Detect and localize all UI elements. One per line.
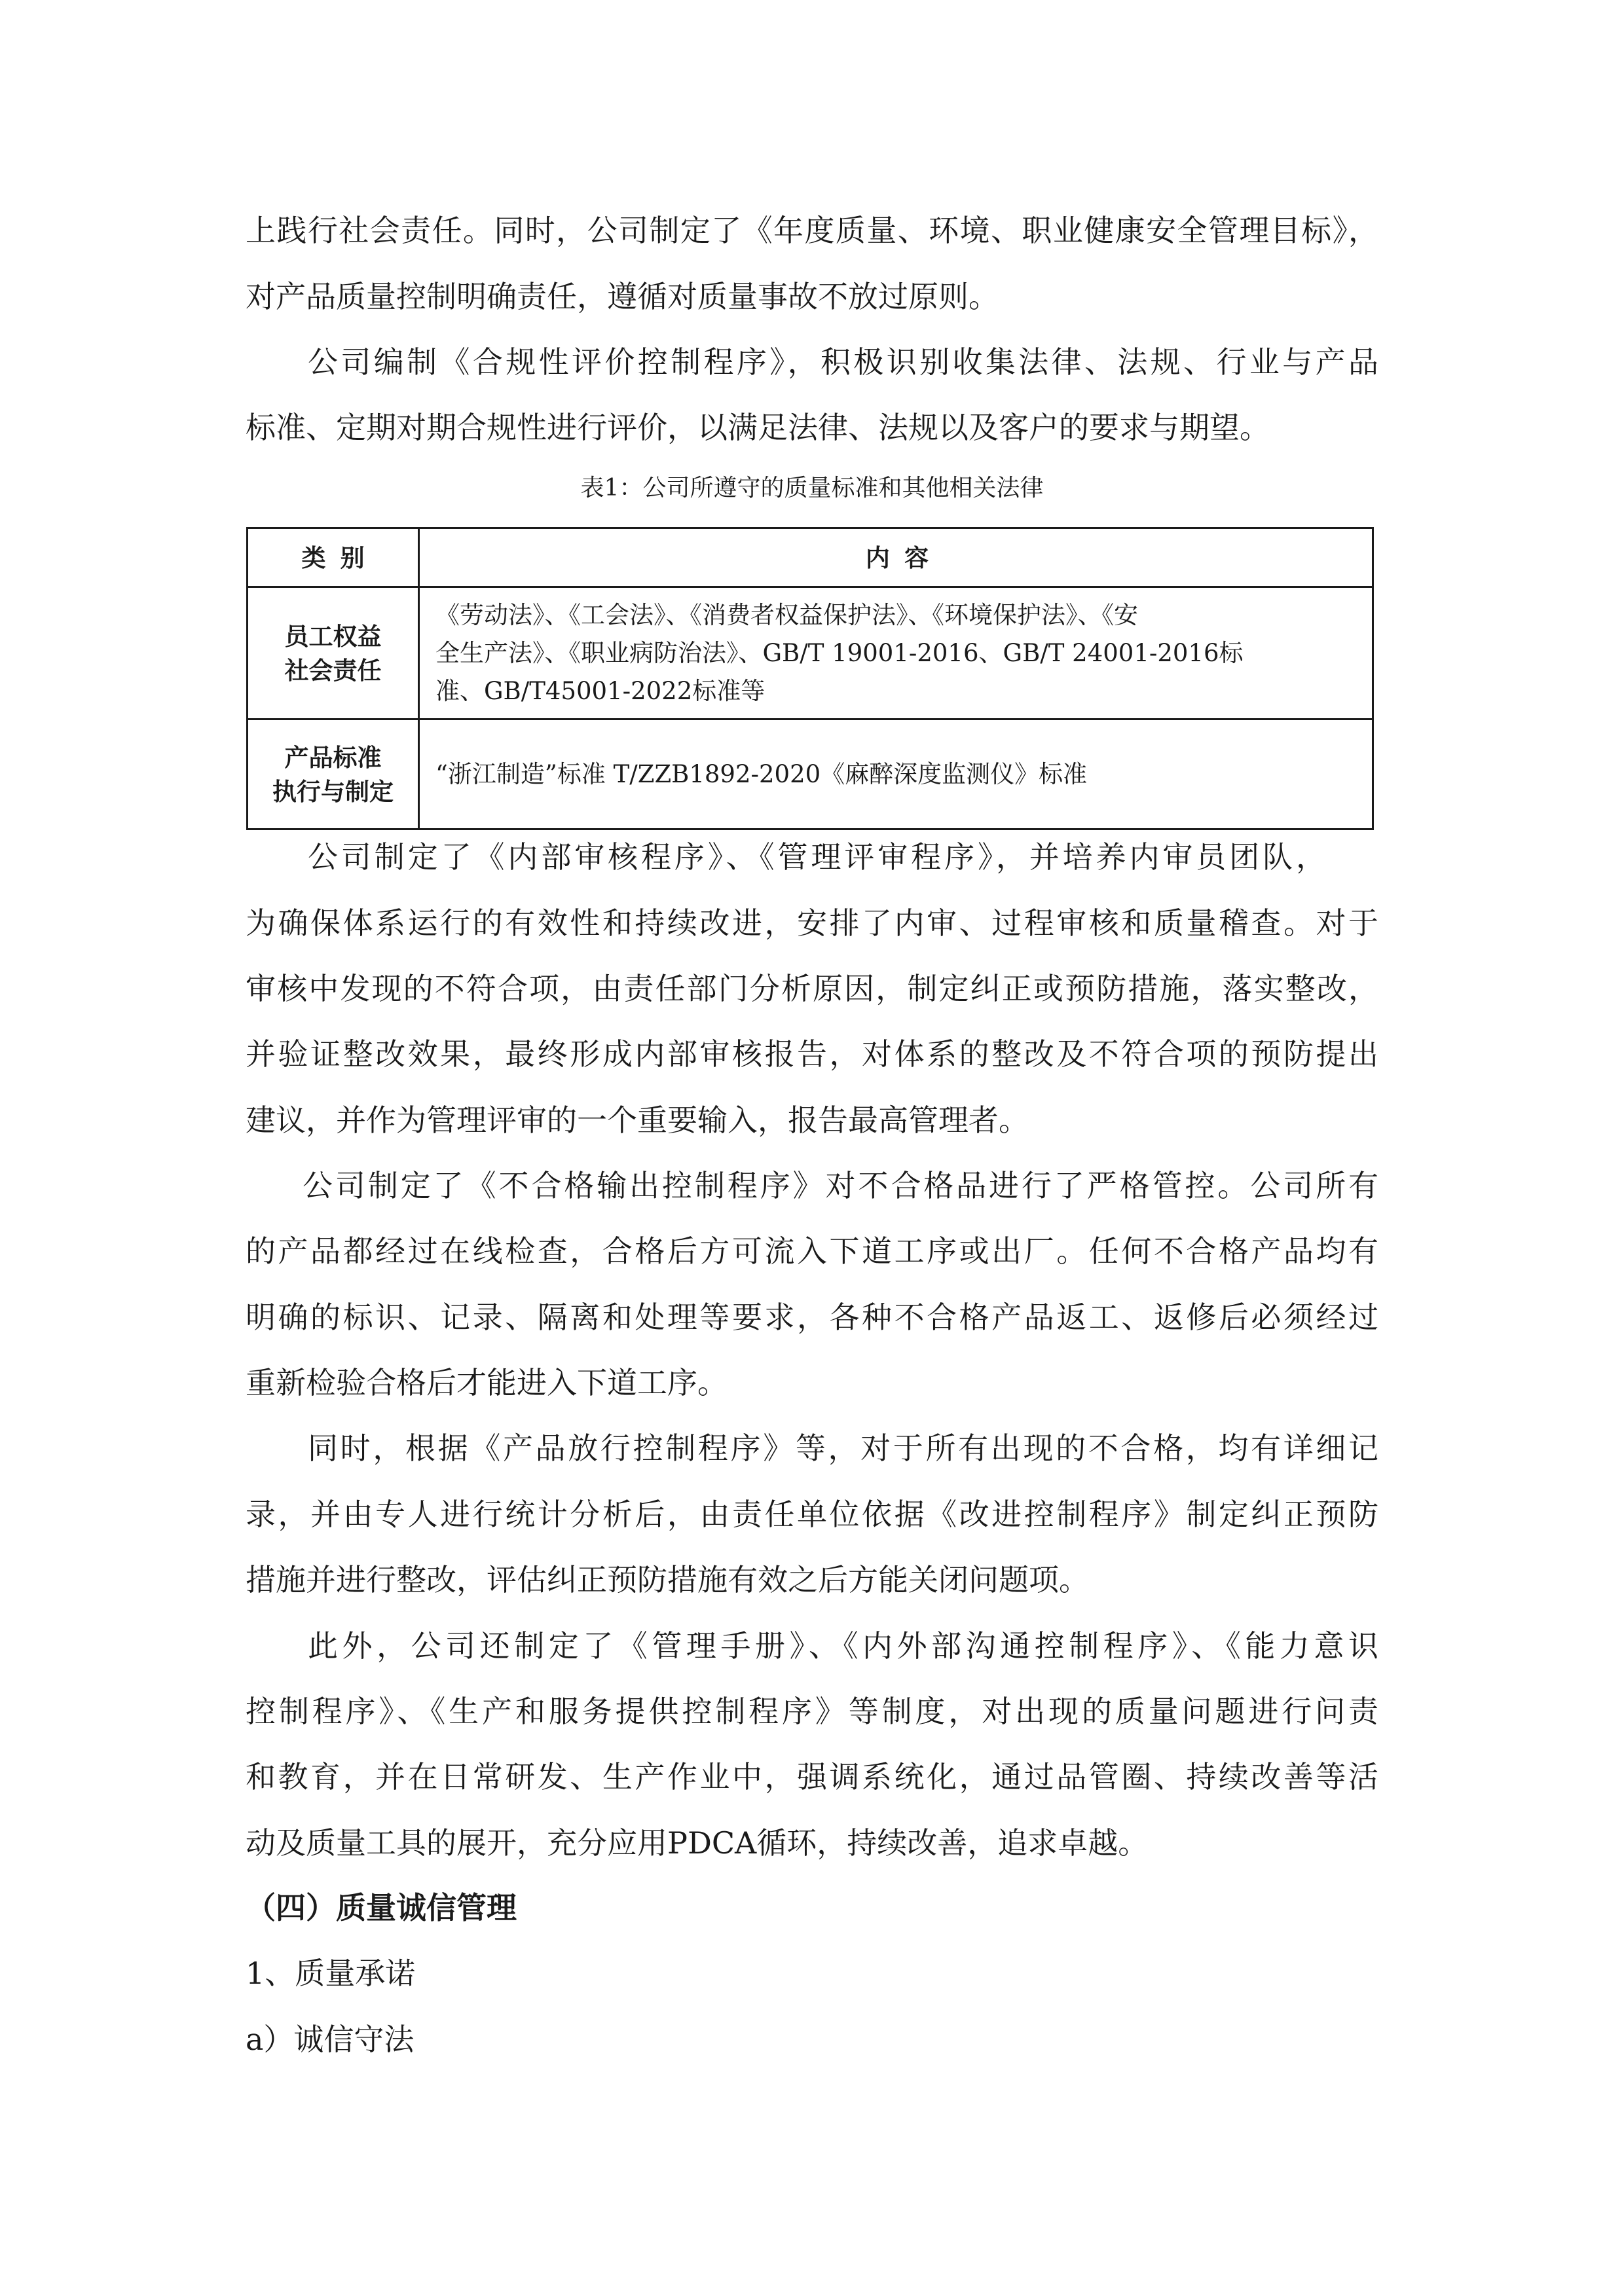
table-row [248, 720, 1373, 829]
table-header-row [248, 528, 1373, 587]
header-content-label: 内容 [865, 543, 944, 572]
paragraph-6-line-1: 此外，公司还制定了《管理手册》、《内外部沟通控制程序》、《能力意识 [308, 1628, 1378, 1664]
row-2-content-line-1: “浙江制造”标准 T/ZZB1892-2020《麻醉深度监测仪》标准 [435, 759, 1088, 788]
row-2-category-cell [248, 720, 419, 829]
paragraph-2-line-1: 公司编制《合规性评价控制程序》，积极识别收集法律、法规、行业与产品 [308, 344, 1378, 380]
row-1-content-cell [419, 587, 1373, 720]
paragraph-3-line-4: 并验证整改效果，最终形成内部审核报告，对体系的整改及不符合项的预防提出 [246, 1036, 1378, 1072]
paragraph-2-line-2: 标准、定期对期合规性进行评价，以满足法律、法规以及客户的要求与期望。 [246, 410, 1270, 445]
paragraph-3-line-2: 为确保体系运行的有效性和持续改进，安排了内审、过程审核和质量稽查。对于 [246, 905, 1378, 941]
paragraph-3-line-3: 审核中发现的不符合项，由责任部门分析原因，制定纠正或预防措施，落实整改， [246, 971, 1378, 1006]
header-category-cell [248, 528, 419, 587]
paragraph-4-line-1: 公司制定了《不合格输出控制程序》对不合格品进行了严格管控。公司所有 [303, 1168, 1378, 1203]
section-heading: （四）质量诚信管理 [246, 1890, 517, 1925]
paragraph-6-line-3: 和教育，并在日常研发、生产作业中，强调系统化，通过品管圈、持续改善等活 [246, 1759, 1378, 1795]
table-caption: 表1：公司所遵守的质量标准和其他相关法律 [580, 475, 1044, 501]
paragraph-4-line-2: 的产品都经过在线检查，合格后方可流入下道工序或出厂。任何不合格产品均有 [246, 1233, 1378, 1269]
row-1-category-line-1: 员工权益 [284, 621, 382, 651]
row-2-category-line-2: 执行与制定 [272, 776, 394, 806]
paragraph-3-line-1: 公司制定了《内部审核程序》、《管理评审程序》，并培养内审员团队， [308, 839, 1326, 875]
header-category-label: 类别 [301, 543, 379, 572]
subheading-integrity: a）诚信守法 [246, 2022, 415, 2057]
paragraph-6-line-4: 动及质量工具的展开，充分应用PDCA循环，持续改善，追求卓越。 [246, 1825, 1149, 1861]
table-row [248, 587, 1373, 720]
paragraph-1-line-1: 上践行社会责任。同时，公司制定了《年度质量、环境、职业健康安全管理目标》， [246, 213, 1378, 248]
row-1-content-line-2: 全生产法》、《职业病防治法》、GB/T 19001-2016、GB/T 24001-2016标 [435, 638, 1244, 667]
paragraph-1-line-2: 对产品质量控制明确责任，遵循对质量事故不放过原则。 [246, 279, 999, 314]
row-1-category-line-2: 社会责任 [284, 655, 382, 685]
paragraph-5-line-2: 录，并由专人进行统计分析后，由责任单位依据《改进控制程序》制定纠正预防 [246, 1497, 1378, 1532]
header-content-cell [419, 528, 1373, 587]
paragraph-5-line-3: 措施并进行整改，评估纠正预防措施有效之后方能关闭问题项。 [246, 1562, 1089, 1597]
paragraph-4-line-4: 重新检验合格后才能进入下道工序。 [246, 1365, 728, 1400]
paragraph-5-line-1: 同时，根据《产品放行控制程序》等，对于所有出现的不合格，均有详细记 [308, 1430, 1378, 1466]
row-2-content-cell [419, 720, 1373, 829]
row-2-category-line-1: 产品标准 [284, 742, 382, 772]
row-1-content-line-3: 准、GB/T45001-2022标准等 [435, 676, 766, 705]
paragraph-3-line-5: 建议，并作为管理评审的一个重要输入，报告最高管理者。 [246, 1102, 1029, 1138]
subheading-quality-commitment: 1、质量承诺 [246, 1956, 416, 1991]
row-1-content-line-1: 《劳动法》、《工会法》、《消费者权益保护法》、《环境保护法》、《安 [435, 600, 1138, 629]
paragraph-6-line-2: 控制程序》、《生产和服务提供控制程序》等制度，对出现的质量问题进行问责 [246, 1694, 1378, 1729]
standards-table [246, 527, 1374, 830]
paragraph-4-line-3: 明确的标识、记录、隔离和处理等要求，各种不合格产品返工、返修后必须经过 [246, 1300, 1378, 1335]
row-1-category-cell [248, 587, 419, 720]
